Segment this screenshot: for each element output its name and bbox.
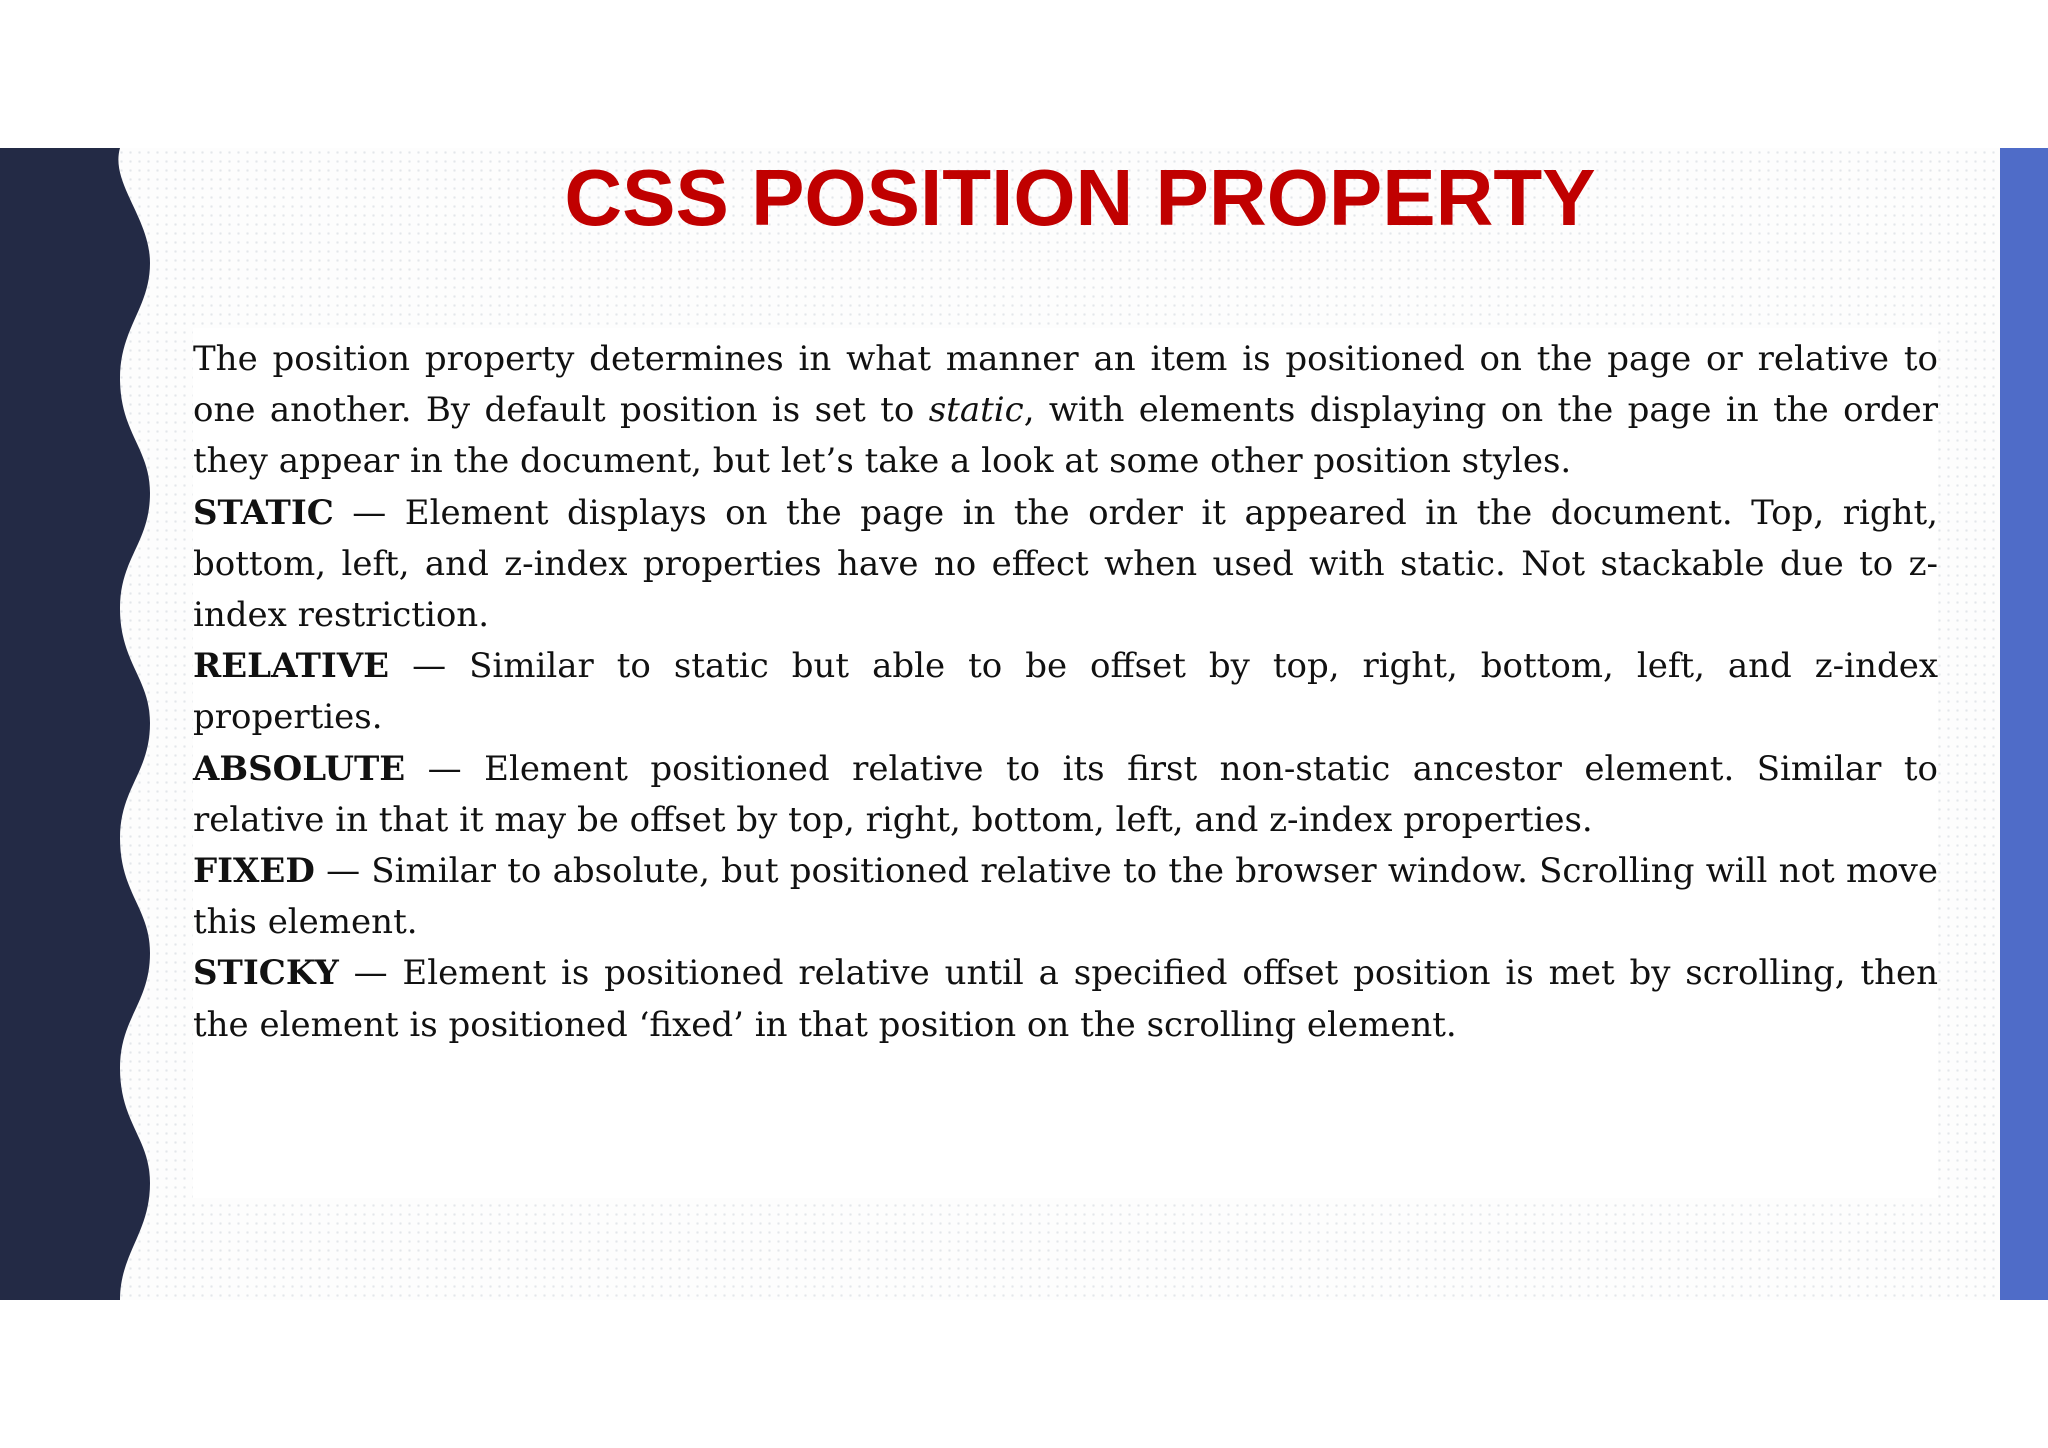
term-fixed: FIXED bbox=[193, 851, 315, 892]
body-text bbox=[193, 328, 1938, 1051]
term-sticky: STICKY bbox=[193, 953, 339, 994]
list-item-static bbox=[193, 488, 1938, 642]
wavy-left-band bbox=[0, 148, 160, 1300]
intro-text-end: , with elements displaying on the page in the order they appear in the document, but let’s take a look at some other position styles. bbox=[193, 390, 1938, 482]
content-box bbox=[193, 328, 1938, 1198]
term-relative: RELATIVE bbox=[193, 646, 390, 687]
intro-emphasis: static bbox=[928, 390, 1024, 431]
right-accent-bar bbox=[2000, 148, 2048, 1300]
intro-text: The position property determines in what manner an item is positioned on the page or relative to one another. By default position is set to bbox=[193, 339, 1938, 431]
slide-title: CSS POSITION PROPERTY bbox=[564, 153, 1596, 242]
desc-fixed: — Similar to absolute, but positioned relative to the browser window. Scrolling will not move this element. bbox=[193, 851, 1938, 943]
list-item-fixed bbox=[193, 846, 1938, 948]
desc-relative: — Similar to static but able to be offset by top, right, bottom, left, and z-index properties. bbox=[193, 646, 1938, 738]
desc-absolute: — Element positioned relative to its first non-static ancestor element. Similar to relative in that it may be offset by top, right, bottom, left, and z-index properties. bbox=[193, 748, 1938, 840]
intro-paragraph bbox=[193, 334, 1938, 488]
slide bbox=[0, 148, 2048, 1300]
term-static: STATIC bbox=[193, 492, 334, 533]
list-item-absolute bbox=[193, 744, 1938, 846]
term-absolute: ABSOLUTE bbox=[193, 748, 406, 789]
list-item-relative bbox=[193, 641, 1938, 743]
desc-sticky: — Element is positioned relative until a specified offset position is met by scrolling, then the element is positioned ‘fixed’ in that position on the scrolling element. bbox=[193, 953, 1938, 1045]
list-item-sticky bbox=[193, 948, 1938, 1050]
desc-static: — Element displays on the page in the order it appeared in the document. Top, right, bottom, left, and z-index properties have no effect when used with static. Not stackable due to z-index restriction. bbox=[193, 492, 1938, 636]
